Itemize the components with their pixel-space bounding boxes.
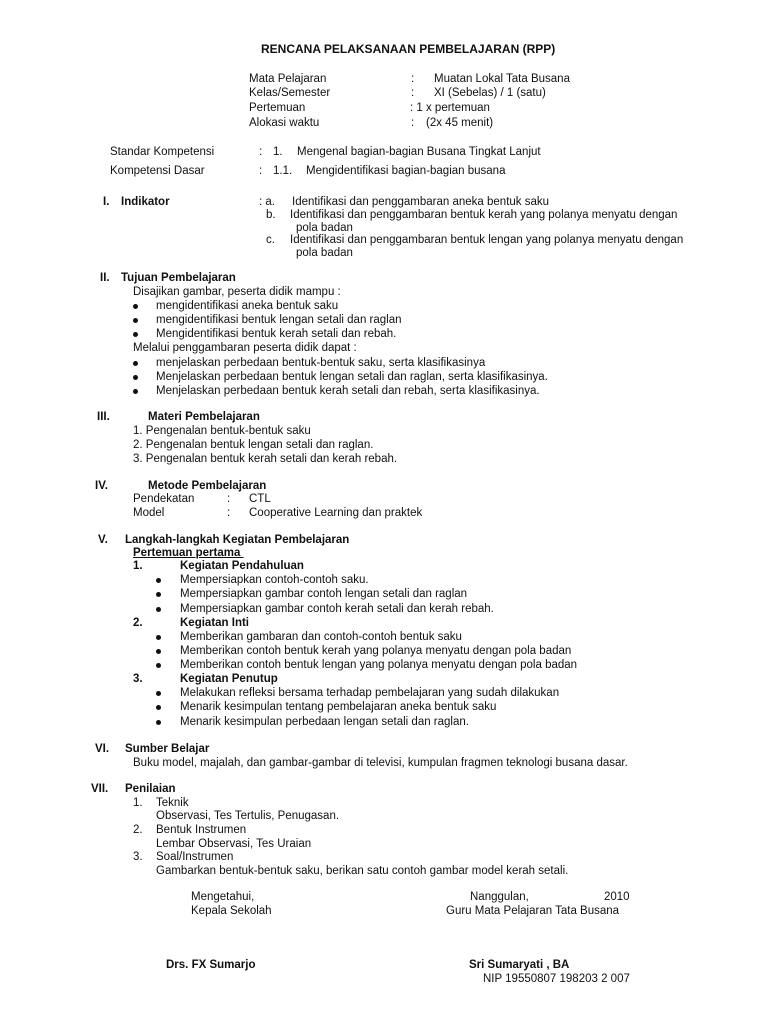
bullet-icon <box>133 389 138 394</box>
sk-num: 1. <box>273 146 283 158</box>
method-label: Model <box>133 507 165 519</box>
section-title: Tujuan Pembelajaran <box>121 272 236 284</box>
method-sep: : <box>227 507 231 519</box>
bullet-icon <box>133 375 138 380</box>
list-item: Mengidentifikasi bentuk kerah setali dan rebah. <box>133 327 396 341</box>
header-value: (2x 45 menit) <box>426 117 494 129</box>
signature-left-line2: Kepala Sekolah <box>191 905 272 917</box>
bullet-icon <box>156 663 161 668</box>
bullet-icon <box>156 607 161 612</box>
signature-left-name: Drs. FX Sumarjo <box>166 959 256 971</box>
sk-sep: : <box>259 146 263 158</box>
bullet-icon <box>156 592 161 597</box>
header-value: Muatan Lokal Tata Busana <box>434 73 570 85</box>
section-title: Sumber Belajar <box>125 743 210 755</box>
kd-sep: : <box>259 165 263 177</box>
header-sep: : <box>411 87 415 99</box>
indicator-marker: : a. <box>259 196 275 208</box>
header-sep: : 1 x pertemuan <box>410 102 490 114</box>
bullet-icon <box>133 304 138 309</box>
tujuan-intro: Disajikan gambar, peserta didik mampu : <box>133 286 341 298</box>
step-number: 2. <box>133 617 143 629</box>
kd-value: Mengidentifikasi bagian-bagian busana <box>306 165 506 177</box>
section-number: III. <box>97 411 110 423</box>
indicator-text-cont: pola badan <box>296 222 353 234</box>
list-item: Mempersiapkan gambar contoh lengan setali dan raglan <box>156 587 467 601</box>
item-detail: Lembar Observasi, Tes Uraian <box>156 838 312 850</box>
bullet-icon <box>156 705 161 710</box>
sumber-text: Buku model, majalah, dan gambar-gambar di televisi, kumpulan fragmen teknologi busana dasar. <box>133 757 628 769</box>
method-sep: : <box>227 493 231 505</box>
signature-right-place: Nanggulan, <box>470 891 529 903</box>
bullet-icon <box>156 691 161 696</box>
method-value: Cooperative Learning dan praktek <box>249 507 423 519</box>
signature-right-name: Sri Sumaryati , BA <box>469 959 570 971</box>
section-number: I. <box>103 196 110 208</box>
list-item: mengidentifikasi aneka bentuk saku <box>133 299 338 313</box>
header-value: XI (Sebelas) / 1 (satu) <box>434 87 546 99</box>
list-item: Melakukan refleksi bersama terhadap pembelajaran yang sudah dilakukan <box>156 686 559 700</box>
step-title: Kegiatan Pendahuluan <box>180 560 304 572</box>
sk-value: Mengenal bagian-bagian Busana Tingkat Lanjut <box>297 146 541 158</box>
signature-left-line1: Mengetahui, <box>191 891 255 903</box>
section-title: Penilaian <box>125 783 176 795</box>
meeting-title: Pertemuan pertama <box>133 547 244 559</box>
bullet-icon <box>133 318 138 323</box>
list-item: Menjelaskan perbedaan bentuk lengan setali dan raglan, serta klasifikasinya. <box>133 370 548 384</box>
item-number: 2. <box>133 824 143 836</box>
step-number: 3. <box>133 673 143 685</box>
document-title: RENCANA PELAKSANAAN PEMBELAJARAN (RPP) <box>261 42 556 56</box>
header-label: Kelas/Semester <box>249 87 331 99</box>
bullet-icon <box>156 649 161 654</box>
section-number: IV. <box>95 480 109 492</box>
indicator-text-cont: pola badan <box>296 247 353 259</box>
step-number: 1. <box>133 560 143 572</box>
step-title: Kegiatan Penutup <box>180 673 278 685</box>
step-title: Kegiatan Inti <box>180 617 250 629</box>
item-number: 1. <box>133 797 143 809</box>
list-item: mengidentifikasi bentuk lengan setali dan raglan <box>133 313 402 327</box>
list-item: 3. Pengenalan bentuk kerah setali dan kerah rebah. <box>133 453 398 465</box>
list-item: 2. Pengenalan bentuk lengan setali dan raglan. <box>133 439 374 451</box>
list-item: Memberikan gambaran dan contoh-contoh bentuk saku <box>156 630 462 644</box>
section-title: Langkah-langkah Kegiatan Pembelajaran <box>125 534 350 546</box>
list-item: Mempersiapkan contoh-contoh saku. <box>156 573 369 587</box>
section-number: VI. <box>95 743 110 755</box>
section-number: V. <box>98 534 108 546</box>
indicator-text: Identifikasi dan penggambaran bentuk lengan yang polanya menyatu dengan <box>290 234 684 246</box>
signature-right-line2: Guru Mata Pelajaran Tata Busana <box>446 905 620 917</box>
section-title: Indikator <box>121 196 170 208</box>
kd-num: 1.1. <box>273 165 293 177</box>
indicator-text: Identifikasi dan penggambaran bentuk kerah yang polanya menyatu dengan <box>290 209 678 221</box>
indicator-text: Identifikasi dan penggambaran aneka bentuk saku <box>292 196 550 208</box>
header-label: Mata Pelajaran <box>249 73 327 85</box>
list-item: Memberikan contoh bentuk lengan yang polanya menyatu dengan pola badan <box>156 658 577 672</box>
item-number: 3. <box>133 851 143 863</box>
sk-label: Standar Kompetensi <box>110 146 215 158</box>
section-title: Materi Pembelajaran <box>148 411 260 423</box>
header-sep: : <box>411 117 415 129</box>
item-title: Teknik <box>156 797 189 809</box>
list-item: Memberikan contoh bentuk kerah yang polanya menyatu dengan pola badan <box>156 644 571 658</box>
bullet-icon <box>133 361 138 366</box>
bullet-icon <box>133 332 138 337</box>
list-item: Menarik kesimpulan tentang pembelajaran aneka bentuk saku <box>156 700 496 714</box>
list-item: 1. Pengenalan bentuk-bentuk saku <box>133 425 311 437</box>
signature-right-year: 2010 <box>604 891 630 903</box>
item-detail: Observasi, Tes Tertulis, Penugasan. <box>156 810 340 822</box>
list-item: menjelaskan perbedaan bentuk-bentuk saku, serta klasifikasinya <box>133 356 485 370</box>
item-title: Soal/Instrumen <box>156 851 234 863</box>
bullet-icon <box>156 720 161 725</box>
indicator-marker: c. <box>266 234 275 246</box>
section-title: Metode Pembelajaran <box>148 480 267 492</box>
list-item: Mempersiapkan gambar contoh kerah setali dan kerah rebah. <box>156 602 494 616</box>
bullet-icon <box>156 635 161 640</box>
item-title: Bentuk Instrumen <box>156 824 247 836</box>
tujuan-intro: Melalui penggambaran peserta didik dapat : <box>133 342 357 354</box>
header-label: Pertemuan <box>249 102 306 114</box>
kd-label: Kompetensi Dasar <box>110 165 205 177</box>
indicator-marker: b. <box>266 209 276 221</box>
header-sep: : <box>411 73 415 85</box>
method-label: Pendekatan <box>133 493 195 505</box>
list-item: Menjelaskan perbedaan bentuk kerah setali dan rebah, serta klasifikasinya. <box>133 384 540 398</box>
section-number: VII. <box>91 783 109 795</box>
signature-right-nip: NIP 19550807 198203 2 007 <box>483 973 630 985</box>
section-number: II. <box>100 272 110 284</box>
list-item: Menarik kesimpulan perbedaan lengan setali dan raglan. <box>156 715 469 729</box>
method-value: CTL <box>249 493 271 505</box>
bullet-icon <box>156 578 161 583</box>
item-detail: Gambarkan bentuk-bentuk saku, berikan satu contoh gambar model kerah setali. <box>156 865 569 877</box>
header-label: Alokasi waktu <box>249 117 320 129</box>
